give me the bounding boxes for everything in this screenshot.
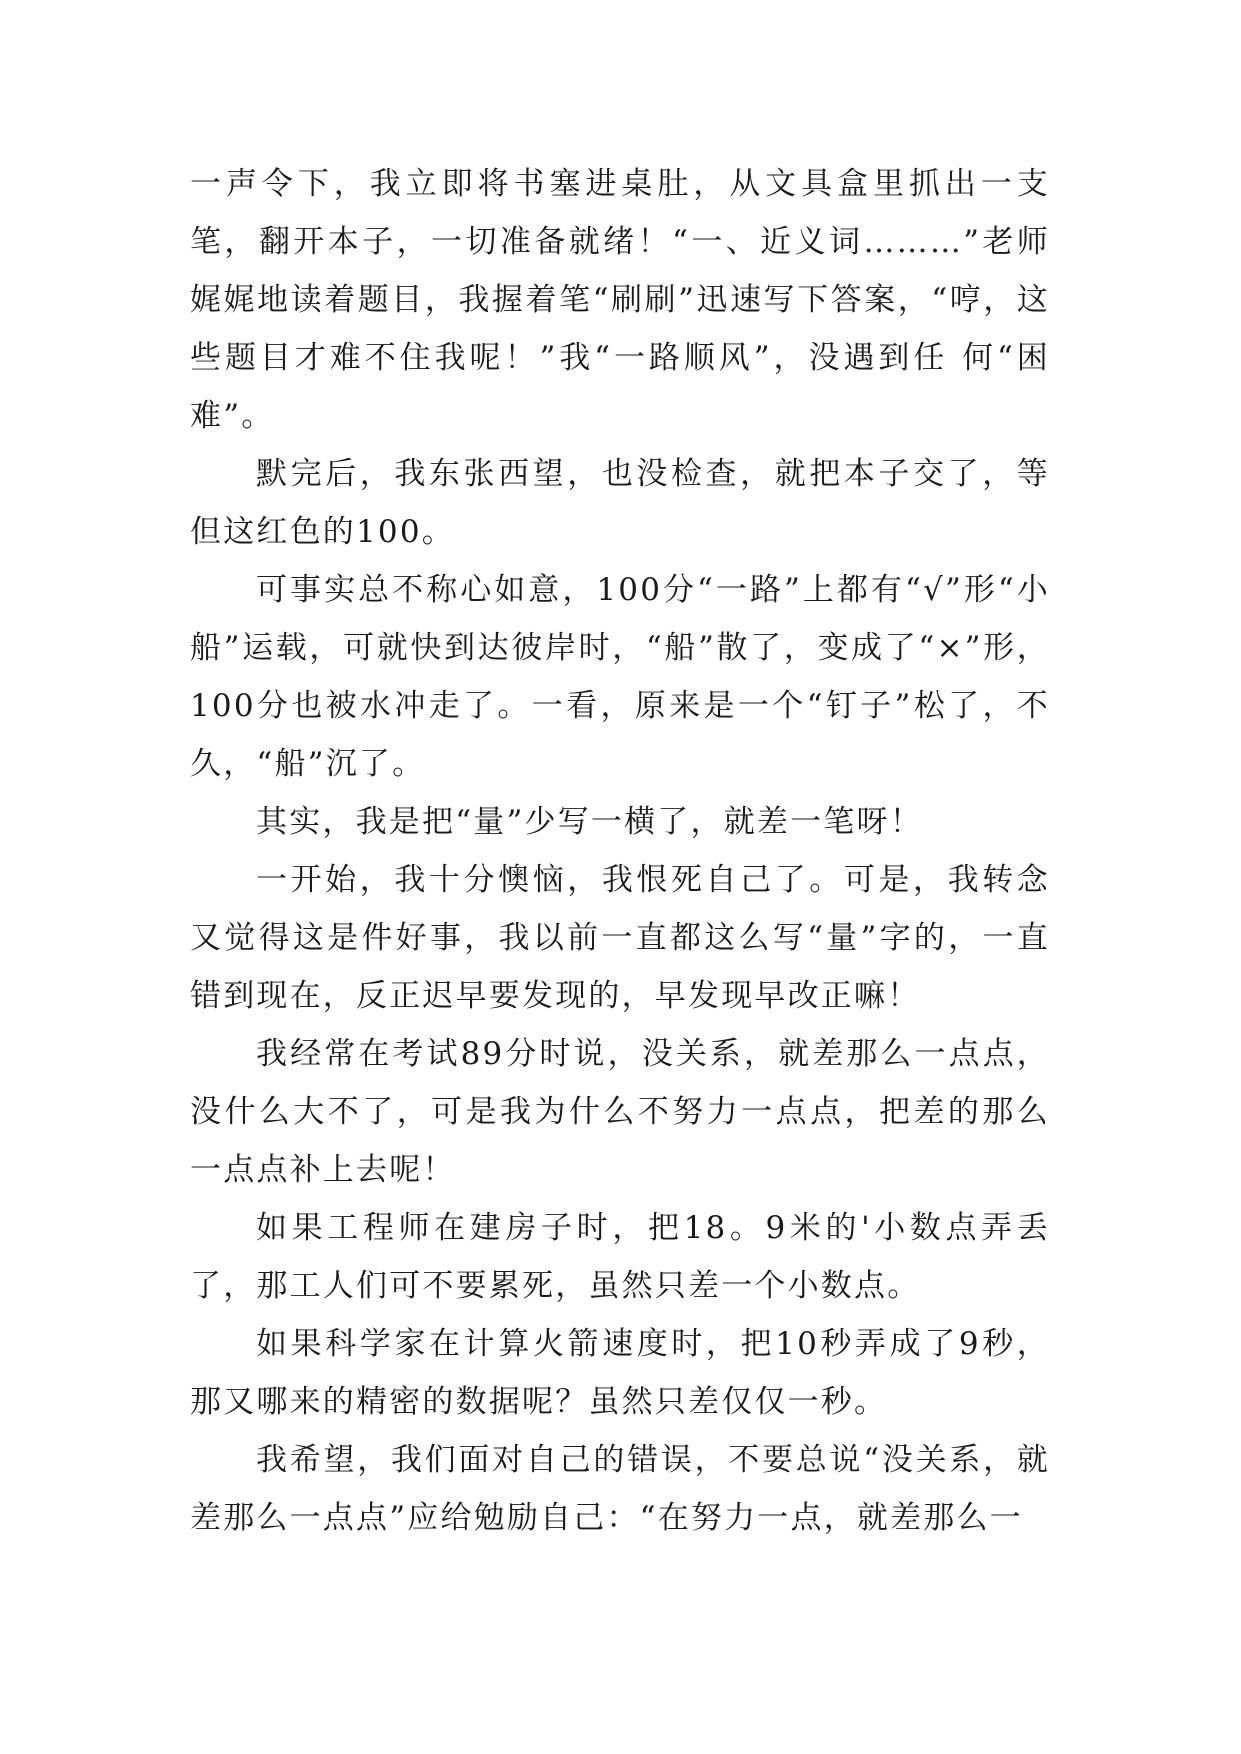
paragraph: 如果科学家在计算火箭速度时，把10秒弄成了9秒，那又哪来的精密的数据呢？虽然只差仅仅一秒。 [190,1326,1050,1420]
paragraph: 默完后，我东张西望，也没检查，就把本子交了，等但这红色的100。 [190,456,1050,550]
paragraph: 如果工程师在建房子时，把18。9米的'小数点弄丢了，那工人们可不要累死，虽然只差一个小数点。 [190,1210,1050,1304]
document-page [190,155,1050,1547]
paragraph: 我经常在考试89分时说，没关系，就差那么一点点，没什么大不了，可是我为什么不努力一点点，把差的那么一点点补上去呢！ [190,1036,1050,1188]
paragraph: 我希望，我们面对自己的错误，不要总说“没关系，就差那么一点点”应给勉励自己：“在努力一点，就差那么一 [190,1442,1050,1536]
paragraph: 其实，我是把“量”少写一横了，就差一笔呀！ [256,804,923,840]
paragraph: 可事实总不称心如意，100分“一路”上都有“√”形“小船”运载，可就快到达彼岸时，“船”散了，变成了“×”形，100分也被水冲走了。一看，原来是一个“钉子”松了，不久，“船”沉了。 [190,572,1050,782]
paragraph: 一声令下，我立即将书塞进桌肚，从文具盒里抓出一支笔，翻开本子，一切准备就绪！“一、近义词………”老师娓娓地读着题目，我握着笔“刷刷”迅速写下答案，“哼，这些题目才难不住我呢！”我“一路顺风”，没遇到任 何“困难”。 [190,166,1050,434]
paragraph: 一开始，我十分懊恼，我恨死自己了。可是，我转念又觉得这是件好事，我以前一直都这么写“量”字的，一直错到现在，反正迟早要发现的，早发现早改正嘛！ [190,862,1050,1014]
